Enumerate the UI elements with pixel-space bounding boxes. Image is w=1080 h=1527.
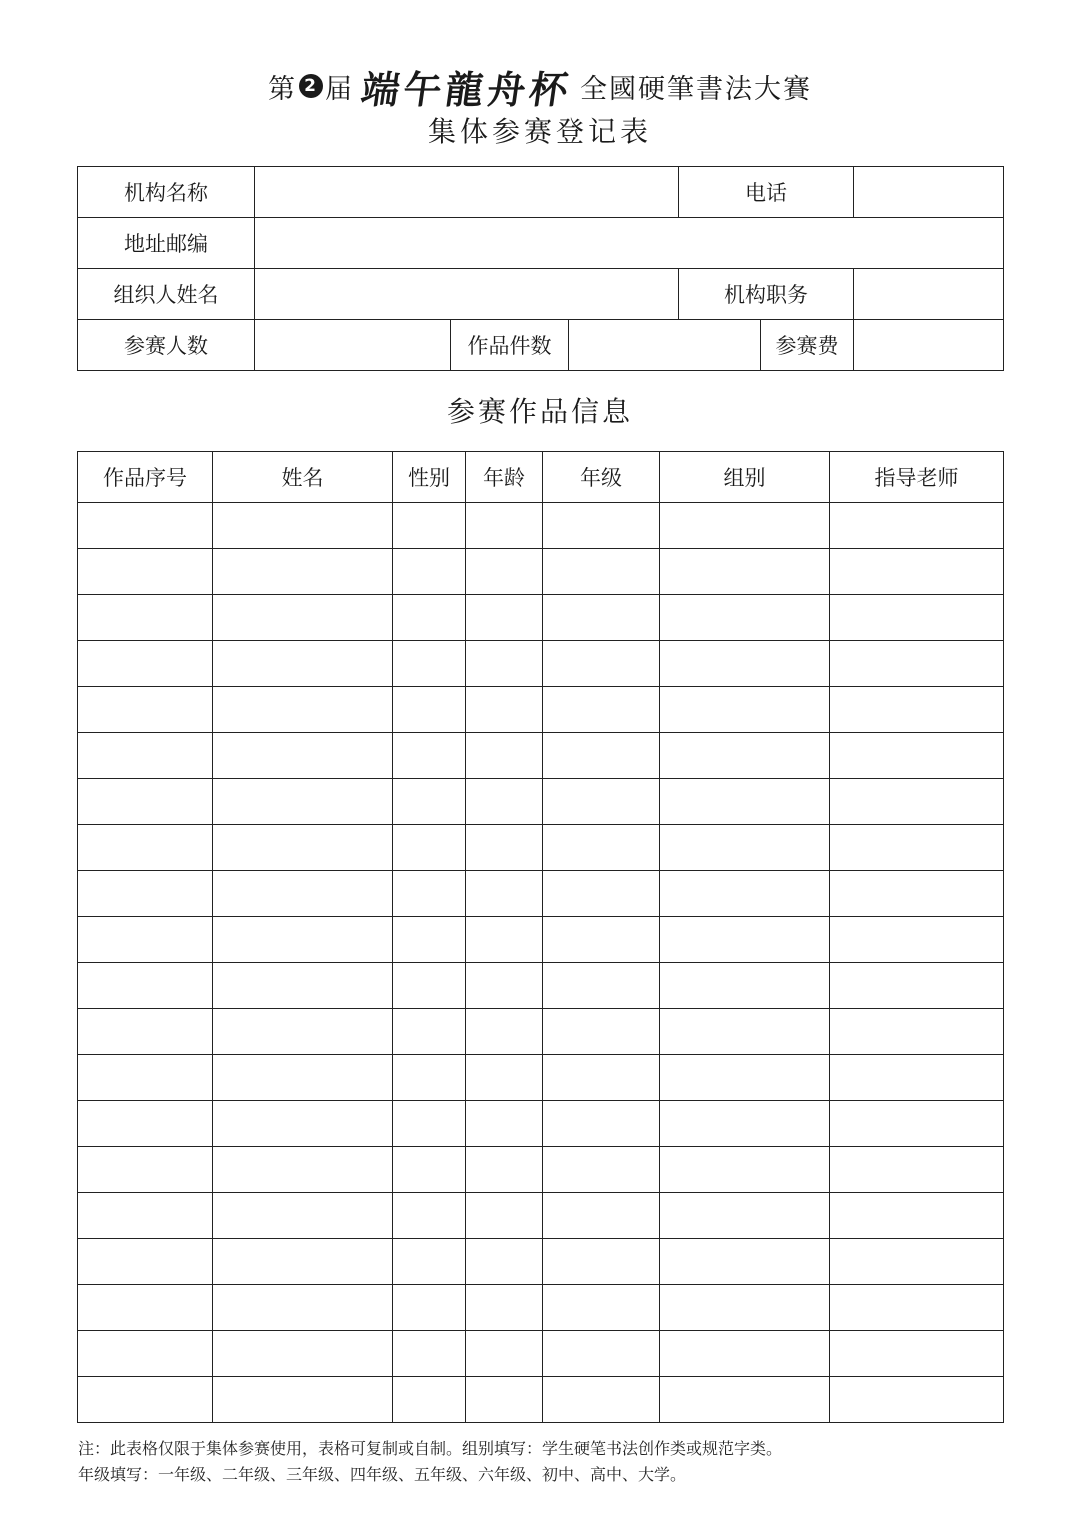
table-cell[interactable] xyxy=(466,825,543,871)
table-cell[interactable] xyxy=(830,641,1004,687)
org-name-label: 机构名称 xyxy=(78,167,255,218)
col-header-group: 组别 xyxy=(660,452,830,503)
table-cell[interactable] xyxy=(660,871,830,917)
fee-field[interactable] xyxy=(854,320,1004,371)
table-cell[interactable] xyxy=(543,733,660,779)
table-row xyxy=(78,1009,1004,1055)
table-cell[interactable] xyxy=(830,503,1004,549)
table-cell[interactable] xyxy=(660,641,830,687)
table-cell[interactable] xyxy=(213,779,393,825)
table-cell[interactable] xyxy=(213,825,393,871)
table-cell[interactable] xyxy=(660,1147,830,1193)
table-cell[interactable] xyxy=(213,1055,393,1101)
table-cell[interactable] xyxy=(660,1009,830,1055)
table-cell[interactable] xyxy=(543,963,660,1009)
table-cell[interactable] xyxy=(78,549,213,595)
table-cell[interactable] xyxy=(78,1239,213,1285)
address-label: 地址邮编 xyxy=(78,218,255,269)
table-cell[interactable] xyxy=(543,549,660,595)
position-label: 机构职务 xyxy=(679,269,854,320)
table-cell[interactable] xyxy=(393,1377,466,1423)
table-cell[interactable] xyxy=(393,503,466,549)
table-cell[interactable] xyxy=(466,733,543,779)
table-cell[interactable] xyxy=(543,1009,660,1055)
table-cell[interactable] xyxy=(393,641,466,687)
table-cell[interactable] xyxy=(466,549,543,595)
table-cell[interactable] xyxy=(543,1331,660,1377)
table-row xyxy=(78,1285,1004,1331)
table-cell[interactable] xyxy=(393,1331,466,1377)
phone-field[interactable] xyxy=(854,167,1004,218)
table-cell[interactable] xyxy=(393,1009,466,1055)
table-row xyxy=(78,1239,1004,1285)
table-cell[interactable] xyxy=(466,917,543,963)
table-cell[interactable] xyxy=(78,733,213,779)
table-cell[interactable] xyxy=(830,871,1004,917)
table-cell[interactable] xyxy=(466,1193,543,1239)
table-row xyxy=(78,825,1004,871)
table-cell[interactable] xyxy=(393,733,466,779)
fee-label: 参赛费 xyxy=(761,320,854,371)
table-cell[interactable] xyxy=(393,871,466,917)
table-cell[interactable] xyxy=(466,687,543,733)
table-cell[interactable] xyxy=(213,595,393,641)
table-cell[interactable] xyxy=(78,503,213,549)
table-row xyxy=(78,641,1004,687)
table-cell[interactable] xyxy=(213,917,393,963)
table-cell[interactable] xyxy=(830,549,1004,595)
col-header-name: 姓名 xyxy=(213,452,393,503)
table-row xyxy=(78,1193,1004,1239)
works-count-field[interactable] xyxy=(569,320,761,371)
table-cell[interactable] xyxy=(830,595,1004,641)
table-cell[interactable] xyxy=(660,549,830,595)
table-cell[interactable] xyxy=(830,917,1004,963)
table-cell[interactable] xyxy=(393,687,466,733)
event-name-calligraphy: 端午龍舟杯 xyxy=(358,66,575,112)
table-cell[interactable] xyxy=(466,503,543,549)
address-field[interactable] xyxy=(255,218,1004,269)
col-header-age: 年龄 xyxy=(466,452,543,503)
table-cell[interactable] xyxy=(543,687,660,733)
table-cell[interactable] xyxy=(213,963,393,1009)
table-cell[interactable] xyxy=(213,1285,393,1331)
table-cell[interactable] xyxy=(830,779,1004,825)
table-cell[interactable] xyxy=(660,1331,830,1377)
table-row xyxy=(78,1101,1004,1147)
table-row xyxy=(78,871,1004,917)
col-header-work-number: 作品序号 xyxy=(78,452,213,503)
table-cell[interactable] xyxy=(660,917,830,963)
table-cell[interactable] xyxy=(543,1377,660,1423)
table-cell[interactable] xyxy=(830,733,1004,779)
table-cell[interactable] xyxy=(466,779,543,825)
table-cell[interactable] xyxy=(830,963,1004,1009)
table-cell[interactable] xyxy=(78,1285,213,1331)
table-cell[interactable] xyxy=(466,871,543,917)
table-cell[interactable] xyxy=(393,1101,466,1147)
table-cell[interactable] xyxy=(660,1055,830,1101)
table-row xyxy=(78,917,1004,963)
table-cell[interactable] xyxy=(78,1055,213,1101)
table-cell[interactable] xyxy=(660,963,830,1009)
table-cell[interactable] xyxy=(213,871,393,917)
competition-name: 全國硬筆書法大賽 xyxy=(580,73,812,105)
table-cell[interactable] xyxy=(466,1239,543,1285)
position-field[interactable] xyxy=(854,269,1004,320)
table-cell[interactable] xyxy=(213,1331,393,1377)
note-line-1: 注：此表格仅限于集体参赛使用，表格可复制或自制。组别填写：学生硬笔书法创作类或规范字类。 xyxy=(78,1439,783,1458)
table-row xyxy=(78,1331,1004,1377)
organizer-field[interactable] xyxy=(255,269,679,320)
table-cell[interactable] xyxy=(830,1239,1004,1285)
table-cell[interactable] xyxy=(660,733,830,779)
works-section-title: 参赛作品信息 xyxy=(446,395,633,428)
form-title xyxy=(0,62,1080,110)
table-cell[interactable] xyxy=(466,641,543,687)
table-cell[interactable] xyxy=(78,825,213,871)
table-cell[interactable] xyxy=(466,1377,543,1423)
table-row xyxy=(78,779,1004,825)
table-cell[interactable] xyxy=(830,1101,1004,1147)
table-cell[interactable] xyxy=(213,503,393,549)
participants-field[interactable] xyxy=(255,320,451,371)
table-cell[interactable] xyxy=(466,1055,543,1101)
table-cell[interactable] xyxy=(543,1285,660,1331)
table-row xyxy=(78,549,1004,595)
table-cell[interactable] xyxy=(660,1239,830,1285)
table-cell[interactable] xyxy=(78,641,213,687)
table-cell[interactable] xyxy=(213,687,393,733)
table-cell[interactable] xyxy=(830,1055,1004,1101)
works-table-body xyxy=(78,503,1004,1423)
table-cell[interactable] xyxy=(213,1147,393,1193)
table-cell[interactable] xyxy=(543,825,660,871)
table-cell[interactable] xyxy=(78,595,213,641)
table-cell[interactable] xyxy=(543,503,660,549)
table-cell[interactable] xyxy=(466,595,543,641)
table-cell[interactable] xyxy=(466,963,543,1009)
table-row xyxy=(78,503,1004,549)
form-subtitle: 集体参赛登记表 xyxy=(427,115,652,148)
table-cell[interactable] xyxy=(393,779,466,825)
table-cell[interactable] xyxy=(543,595,660,641)
table-cell[interactable] xyxy=(466,1009,543,1055)
phone-label: 电话 xyxy=(679,167,854,218)
table-cell[interactable] xyxy=(543,1055,660,1101)
table-row xyxy=(78,687,1004,733)
table-cell[interactable] xyxy=(213,549,393,595)
table-cell[interactable] xyxy=(466,1147,543,1193)
table-cell[interactable] xyxy=(213,641,393,687)
table-cell[interactable] xyxy=(660,1377,830,1423)
table-cell[interactable] xyxy=(78,1101,213,1147)
table-cell[interactable] xyxy=(660,779,830,825)
table-cell[interactable] xyxy=(543,1193,660,1239)
table-cell[interactable] xyxy=(78,871,213,917)
table-cell[interactable] xyxy=(830,825,1004,871)
table-cell[interactable] xyxy=(466,1101,543,1147)
table-cell[interactable] xyxy=(543,641,660,687)
table-row xyxy=(78,1055,1004,1101)
table-row xyxy=(78,733,1004,779)
table-cell[interactable] xyxy=(78,963,213,1009)
table-cell[interactable] xyxy=(660,1101,830,1147)
table-cell[interactable] xyxy=(213,1239,393,1285)
table-cell[interactable] xyxy=(660,595,830,641)
table-cell[interactable] xyxy=(393,549,466,595)
table-cell[interactable] xyxy=(660,503,830,549)
table-cell[interactable] xyxy=(393,1193,466,1239)
table-cell[interactable] xyxy=(543,917,660,963)
table-cell[interactable] xyxy=(213,733,393,779)
table-cell[interactable] xyxy=(393,1239,466,1285)
works-info-table xyxy=(77,451,1004,1423)
table-row xyxy=(78,1377,1004,1423)
table-cell[interactable] xyxy=(393,963,466,1009)
col-header-grade: 年级 xyxy=(543,452,660,503)
table-cell[interactable] xyxy=(213,1377,393,1423)
table-cell[interactable] xyxy=(78,1193,213,1239)
table-cell[interactable] xyxy=(830,1377,1004,1423)
table-cell[interactable] xyxy=(830,687,1004,733)
col-header-gender: 性别 xyxy=(393,452,466,503)
title-prefix: 第 xyxy=(267,73,297,105)
table-cell[interactable] xyxy=(78,917,213,963)
organizer-label: 组织人姓名 xyxy=(78,269,255,320)
table-cell[interactable] xyxy=(543,779,660,825)
table-row xyxy=(78,963,1004,1009)
table-cell[interactable] xyxy=(78,779,213,825)
table-cell[interactable] xyxy=(393,917,466,963)
table-cell[interactable] xyxy=(213,1009,393,1055)
edition-number-badge: 2 xyxy=(299,74,323,98)
table-cell[interactable] xyxy=(466,1285,543,1331)
table-cell[interactable] xyxy=(78,687,213,733)
table-row xyxy=(78,595,1004,641)
title-edition-suffix: 届 xyxy=(324,73,354,105)
table-cell[interactable] xyxy=(78,1147,213,1193)
table-cell[interactable] xyxy=(660,1285,830,1331)
table-cell[interactable] xyxy=(830,1147,1004,1193)
org-name-field[interactable] xyxy=(255,167,679,218)
col-header-teacher: 指导老师 xyxy=(830,452,1004,503)
table-cell[interactable] xyxy=(830,1331,1004,1377)
table-cell[interactable] xyxy=(78,1009,213,1055)
table-cell[interactable] xyxy=(660,825,830,871)
table-cell[interactable] xyxy=(543,1101,660,1147)
table-cell[interactable] xyxy=(393,1055,466,1101)
table-cell[interactable] xyxy=(543,871,660,917)
works-count-label: 作品件数 xyxy=(451,320,569,371)
table-cell[interactable] xyxy=(78,1331,213,1377)
table-cell[interactable] xyxy=(393,595,466,641)
table-cell[interactable] xyxy=(830,1285,1004,1331)
participants-label: 参赛人数 xyxy=(78,320,255,371)
table-cell[interactable] xyxy=(660,687,830,733)
table-cell[interactable] xyxy=(543,1147,660,1193)
table-cell[interactable] xyxy=(393,825,466,871)
note-line-2: 年级填写：一年级、二年级、三年级、四年级、五年级、六年级、初中、高中、大学。 xyxy=(78,1465,687,1484)
table-cell[interactable] xyxy=(213,1101,393,1147)
table-cell[interactable] xyxy=(830,1193,1004,1239)
table-cell[interactable] xyxy=(660,1193,830,1239)
organization-info-table xyxy=(77,166,1004,371)
table-cell[interactable] xyxy=(830,1009,1004,1055)
table-cell[interactable] xyxy=(393,1147,466,1193)
table-cell[interactable] xyxy=(213,1193,393,1239)
table-cell[interactable] xyxy=(466,1331,543,1377)
table-cell[interactable] xyxy=(543,1239,660,1285)
table-cell[interactable] xyxy=(78,1377,213,1423)
table-row xyxy=(78,1147,1004,1193)
table-cell[interactable] xyxy=(393,1285,466,1331)
